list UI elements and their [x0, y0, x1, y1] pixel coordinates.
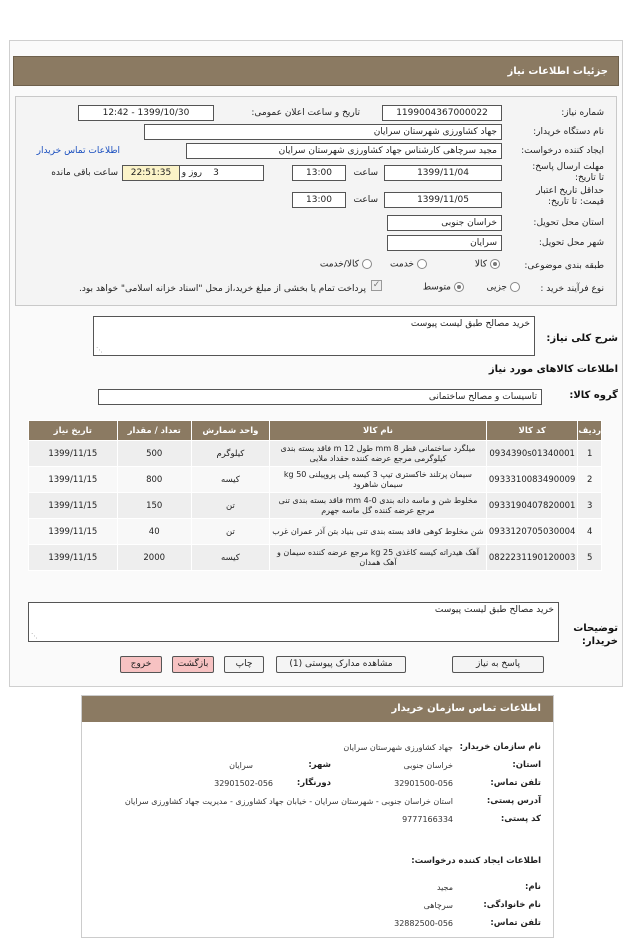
- buyer-notes-textarea: [28, 602, 559, 642]
- creator-info-title: اطلاعات ایجاد کننده درخواست:: [411, 856, 541, 866]
- cell-qty: 2000: [117, 545, 191, 571]
- attachments-button[interactable]: مشاهده مدارک پیوستی (1): [276, 656, 406, 673]
- col-qty: تعداد / مقدار: [117, 421, 191, 441]
- cell-date: 1399/11/15: [29, 519, 118, 545]
- resize-handle-icon[interactable]: ⋰: [96, 346, 103, 354]
- province-field: خراسان جنوبی: [387, 215, 502, 231]
- col-code: کد کالا: [486, 421, 578, 441]
- reply-button[interactable]: پاسخ به نیاز: [452, 656, 544, 673]
- need-number-field: 1199004367000022: [382, 105, 502, 121]
- name-value: مجید: [436, 883, 453, 892]
- goods-section-title: اطلاعات کالاهای مورد نیاز: [488, 364, 618, 375]
- back-button[interactable]: بازگشت: [172, 656, 214, 673]
- cell-date: 1399/11/15: [29, 493, 118, 519]
- reply-deadline-label: مهلت ارسال پاسخ: تا تاریخ:: [532, 162, 604, 183]
- cell-row: 5: [578, 545, 602, 571]
- org-label: نام سازمان خریدار:: [459, 742, 541, 752]
- cell-row: 2: [578, 467, 602, 493]
- cell-qty: 800: [117, 467, 191, 493]
- fax-label: دورنگار:: [296, 778, 331, 788]
- col-row: ردیف: [578, 421, 602, 441]
- creator-field: مجید سرچاهی کارشناس جهاد کشاورزی شهرستان سرایان: [186, 143, 502, 159]
- postal-label: کد پستی:: [500, 814, 541, 824]
- buyer-notes-label: توضیحات خریدار:: [573, 623, 618, 647]
- cell-unit: تن: [191, 519, 269, 545]
- address-value: استان خراسان جنوبی - شهرستان سرایان - خیابان جهاد کشاورزی - مدیریت جهاد کشاورزی سرایان: [124, 797, 453, 806]
- cell-name: سیمان پرتلند خاکستری تیپ 3 کیسه پلی پروپیلنی 50 kg سیمان شاهرود: [270, 467, 487, 493]
- resize-handle-icon[interactable]: ⋰: [31, 632, 38, 640]
- print-button[interactable]: چاپ: [224, 656, 264, 673]
- cell-code: 0933190407820001: [486, 493, 578, 519]
- category-option-service[interactable]: خدمت: [390, 259, 427, 270]
- cell-row: 1: [578, 441, 602, 467]
- cell-date: 1399/11/15: [29, 441, 118, 467]
- col-date: تاریخ نیاز: [29, 421, 118, 441]
- category-label: طبقه بندی موضوعی:: [524, 261, 604, 271]
- days-label: روز و: [181, 168, 202, 178]
- postal-value: 9777166334: [402, 815, 453, 824]
- cell-qty: 500: [117, 441, 191, 467]
- cell-name: مخلوط شن و ماسه دانه بندی 0-4 mm فاقد بسته بندی تنی مرجع عرضه کننده گل ماسه جهرم: [270, 493, 487, 519]
- cell-qty: 40: [117, 519, 191, 545]
- city-field: سرایان: [387, 235, 502, 251]
- city-contact-label: شهر:: [308, 760, 331, 770]
- fax-value: 32901502-056: [214, 779, 273, 788]
- goods-group-label: گروه کالا:: [569, 390, 618, 401]
- cell-date: 1399/11/15: [29, 467, 118, 493]
- city-contact-value: سرایان: [229, 761, 253, 770]
- announce-field: 1399/10/30 - 12:42: [78, 105, 214, 121]
- phone-label: تلفن تماس:: [490, 778, 541, 788]
- exit-button[interactable]: خروج: [120, 656, 162, 673]
- cell-name: میلگرد ساختمانی قطر 8 mm طول 12 m فاقد بسته بندی کیلوگرمی مرجع عرضه کننده حقداد ملایی: [270, 441, 487, 467]
- province-contact-label: استان:: [512, 760, 541, 770]
- purchase-option-medium[interactable]: متوسط: [423, 282, 464, 293]
- address-label: آدرس پستی:: [486, 796, 541, 806]
- purchase-option-small[interactable]: جزیی: [486, 282, 520, 293]
- purchase-type-label: نوع فرآیند خرید :: [540, 284, 604, 294]
- validity-time-label: ساعت: [353, 195, 378, 205]
- validity-label: حداقل تاریخ اعتبار قیمت: تا تاریخ:: [536, 186, 604, 207]
- table-row: [29, 519, 602, 545]
- summary-textarea: [93, 316, 535, 356]
- cell-name: شن مخلوط کوهی فاقد بسته بندی تنی بنیاد بتن آذر عمران غرب: [270, 519, 487, 545]
- org-value: جهاد کشاورزی شهرستان سرایان: [343, 743, 453, 752]
- table-row: [29, 441, 602, 467]
- buyer-notes-text: خرید مصالح طبق لیست پیوست: [434, 605, 554, 615]
- category-option-goods-service[interactable]: کالا/خدمت: [320, 259, 372, 270]
- buyer-contact-link[interactable]: اطلاعات تماس خریدار: [36, 146, 120, 156]
- need-number-label: شماره نیاز:: [561, 108, 604, 118]
- cell-date: 1399/11/15: [29, 545, 118, 571]
- cell-code: 0933310083490009: [486, 467, 578, 493]
- cell-unit: کیسه: [191, 467, 269, 493]
- buyer-label: نام دستگاه خریدار:: [533, 127, 604, 137]
- goods-table: [28, 420, 602, 571]
- creator-label: ایجاد کننده درخواست:: [521, 146, 604, 156]
- cell-name: آهک هیدراته کیسه کاغذی 25 kg مرجع عرضه کننده سیمان و آهک همدان: [270, 545, 487, 571]
- reply-time-field: 13:00: [292, 165, 346, 181]
- province-contact-value: خراسان جنوبی: [403, 761, 453, 770]
- cell-unit: کیسه: [191, 545, 269, 571]
- col-name: نام کالا: [270, 421, 487, 441]
- radio-icon: [362, 259, 372, 269]
- cell-unit: کیلوگرم: [191, 441, 269, 467]
- radio-checked-icon: [490, 259, 500, 269]
- cell-code: 0934390s01340001: [486, 441, 578, 467]
- radio-icon: [417, 259, 427, 269]
- name-label: نام:: [524, 882, 541, 892]
- table-row: [29, 545, 602, 571]
- summary-label: شرح کلی نیاز:: [546, 333, 618, 344]
- announce-label: تاریخ و ساعت اعلان عمومی:: [251, 108, 360, 118]
- category-option-goods[interactable]: کالا: [475, 259, 500, 270]
- table-row: [29, 493, 602, 519]
- col-unit: واحد شمارش: [191, 421, 269, 441]
- cell-row: 3: [578, 493, 602, 519]
- reply-time-label: ساعت: [353, 168, 378, 178]
- radio-icon: [510, 282, 520, 292]
- remaining-label: ساعت باقی مانده: [51, 168, 118, 178]
- treasury-checkbox[interactable]: ✓: [372, 280, 381, 290]
- creator-phone-value: 32882500-056: [394, 919, 453, 928]
- cell-qty: 150: [117, 493, 191, 519]
- cell-row: 4: [578, 519, 602, 545]
- table-header-row: [29, 421, 602, 441]
- remaining-time-field: 22:51:35: [122, 165, 180, 181]
- phone-value: 32901500-056: [394, 779, 453, 788]
- family-value: سرچاهی: [423, 901, 453, 910]
- validity-time-field: 13:00: [292, 192, 346, 208]
- reply-date-field: 1399/11/04: [384, 165, 502, 181]
- days-field: 3: [168, 165, 264, 181]
- goods-group-field: تاسیسات و مصالح ساختمانی: [98, 389, 542, 405]
- page-title: جزئیات اطلاعات نیاز: [13, 56, 619, 86]
- family-label: نام خانوادگی:: [483, 900, 541, 910]
- cell-code: 0822231190120003: [486, 545, 578, 571]
- creator-phone-label: تلفن تماس:: [490, 918, 541, 928]
- radio-checked-icon: [454, 282, 464, 292]
- cell-unit: تن: [191, 493, 269, 519]
- province-label: استان محل تحویل:: [533, 218, 604, 228]
- validity-date-field: 1399/11/05: [384, 192, 502, 208]
- summary-text: خرید مصالح طبق لیست پیوست: [410, 319, 530, 329]
- contact-title: اطلاعات تماس سازمان خریدار: [82, 696, 553, 722]
- buyer-field: جهاد کشاورزی شهرستان سرایان: [144, 124, 502, 140]
- buyer-contact-panel: [81, 695, 554, 938]
- city-label: شهر محل تحویل:: [538, 238, 604, 248]
- cell-code: 0933120705030004: [486, 519, 578, 545]
- payment-note: پرداخت تمام یا بخشی از مبلغ خرید،از محل "اسناد خزانه اسلامی" خواهد بود.: [78, 284, 366, 294]
- table-row: [29, 467, 602, 493]
